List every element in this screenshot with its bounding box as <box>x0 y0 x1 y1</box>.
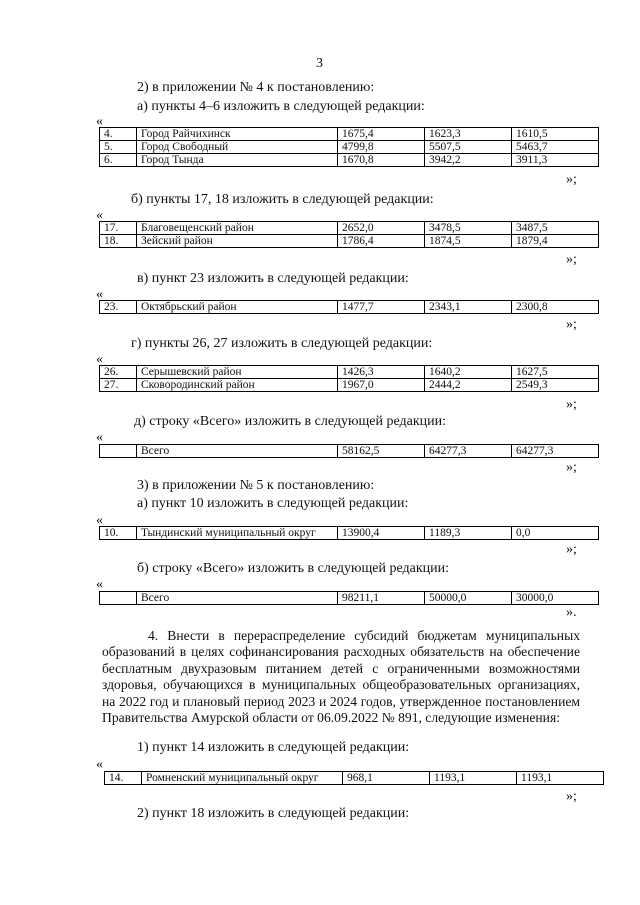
close-quote: »; <box>566 460 577 475</box>
section3-intro: 3) в приложении № 5 к постановлению: <box>137 478 375 493</box>
table-row: 5. Город Свободный 4799,8 5507,5 5463,7 <box>100 141 599 154</box>
section4-item2-text: 2) пункт 18 изложить в следующей редакции: <box>137 806 410 821</box>
close-quote: »; <box>566 317 577 332</box>
table-row: 18. Зейский район 1786,4 1874,5 1879,4 <box>100 235 599 248</box>
close-quote: »; <box>566 252 577 267</box>
section3-a-text: а) пункт 10 изложить в следующей редакции: <box>137 496 409 511</box>
table-row: 10. Тындинский муниципальный округ 13900,4 1189,3 0,0 <box>100 527 599 540</box>
section2-d-text: г) пункты 26, 27 изложить в следующей редакции: <box>131 336 433 351</box>
close-quote: »; <box>566 397 577 412</box>
table-row: 4. Город Райчихинск 1675,4 1623,3 1610,5 <box>100 128 599 141</box>
open-quote: « <box>96 352 103 367</box>
table-3b <box>99 591 599 605</box>
open-quote: « <box>96 757 103 772</box>
section3-b-text: б) строку «Всего» изложить в следующей редакции: <box>137 561 449 576</box>
table-2d <box>99 365 599 392</box>
table-2a <box>99 127 599 167</box>
table-3a <box>99 526 599 540</box>
section4-body: 4. Внести в перераспределение субсидий бюджетам муниципальных образований в целях софинансирования расходных обязательств на обеспечение бесплатным двухразовым питанием детей с ограниченными возможностями здоровья, обучающихся в муниципальных общеобразовательных организациях, на 2022 год и плановый период 2023 и 2024 годов, утвержденное постановлением Правительства Амурской области от 06.09.2022 № 891, следующие изменения: <box>102 628 580 726</box>
open-quote: « <box>96 287 103 302</box>
open-quote: « <box>96 208 103 223</box>
section2-a-text: а) пункты 4–6 изложить в следующей редакции: <box>137 99 425 114</box>
table-row: Всего 98211,1 50000,0 30000,0 <box>100 592 599 605</box>
table-row: 17. Благовещенский район 2652,0 3478,5 3487,5 <box>100 222 599 235</box>
open-quote: « <box>96 513 103 528</box>
table-row: 6. Город Тында 1670,8 3942,2 3911,3 <box>100 154 599 167</box>
table-row: 27. Сковородинский район 1967,0 2444,2 2549,3 <box>100 379 599 392</box>
section2-intro: 2) в приложении № 4 к постановлению: <box>137 80 375 95</box>
table-2e <box>99 444 599 458</box>
section2-b-text: б) пункты 17, 18 изложить в следующей редакции: <box>131 192 434 207</box>
table-2b <box>99 221 599 248</box>
close-quote: »; <box>566 542 577 557</box>
section2-e-text: д) строку «Всего» изложить в следующей редакции: <box>134 414 446 429</box>
table-2c <box>99 300 599 314</box>
page-number: 3 <box>316 56 323 71</box>
table-row: 14. Ромненский муниципальный округ 968,1 1193,1 1193,1 <box>105 772 604 785</box>
table-row: 23. Октябрьский район 1477,7 2343,1 2300,8 <box>100 301 599 314</box>
table-4-1 <box>104 771 604 785</box>
close-quote: »; <box>566 172 577 187</box>
close-quote: »; <box>566 789 577 804</box>
section2-c-text: в) пункт 23 изложить в следующей редакции: <box>137 271 409 286</box>
table-row: 26. Серышевский район 1426,3 1640,2 1627,5 <box>100 366 599 379</box>
open-quote: « <box>96 114 103 129</box>
close-quote: ». <box>566 605 577 620</box>
section4-item1-text: 1) пункт 14 изложить в следующей редакции: <box>137 740 410 755</box>
open-quote: « <box>96 430 103 445</box>
table-row: Всего 58162,5 64277,3 64277,3 <box>100 445 599 458</box>
open-quote: « <box>96 577 103 592</box>
